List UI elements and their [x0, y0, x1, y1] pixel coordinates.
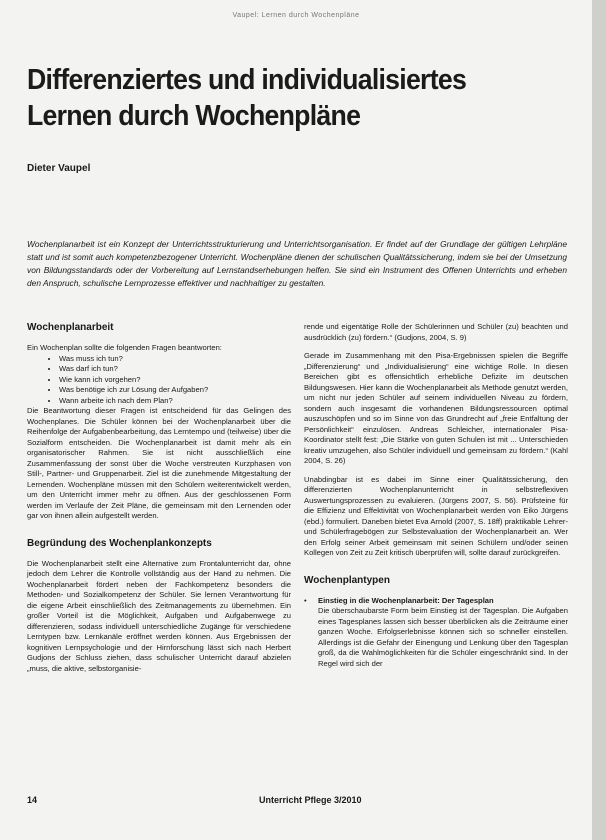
- page-edge: [592, 0, 606, 840]
- article-title: [27, 62, 524, 134]
- paragraph: rende und eigentätige Rolle der Schülerinnen und Schüler (zu) beachten und ausdrücklich (zu) fördern.“ (Gudjons, 2004, S. 9): [304, 322, 568, 342]
- paragraph: Gerade im Zusammenhang mit den Pisa-Ergebnissen spielen die Begriffe „Differenzierung“ und „Individualisierung“ eine wichtige Rolle. In diesen Bereichen gibt es offensichtlich erhebliche Defizite im deutschen Bildungswesen. Hier kann die Wochenplanarbeit als Methode genutzt werden, um nicht nur jeden Schüler auf seinem individuellen Niveau zu fördern, sondern auch insgesamt die vorhandenen Bildungsressourcen optimal auszuschöpfen und so im Sinne von das Grundrecht auf „freie Entfaltung der Persönlichkeit“ einzulösen. Andreas Schleicher, internationaler Pisa-Koordinator stellt fest: „Die Stärke von guten Schulen ist mit ... Unterschieden kreativ umzugehen, also Schüler individuell und gemeinsam zu fördern.“ (Kahl 2004, S. 26): [304, 351, 568, 465]
- title-line-1: Differenziertes und individualisiertes: [27, 64, 467, 96]
- section-heading-wochenplantypen: Wochenplantypen: [304, 574, 390, 586]
- intro-text: Ein Wochenplan sollte die folgenden Fragen beantworten:: [27, 343, 222, 352]
- paragraph: Die Wochenplanarbeit stellt eine Alternative zum Frontalunterricht dar, ohne jedoch dem Lehrer die Kontrolle vollständig aus der Hand zu nehmen. Die Wochenplanarbeit fördert neben der Fachkompetenz besonders die Methoden- und Sozialkompetenz der Schüler. Sie lernen Verantwortung für die eigene Arbeit einschließlich des Zeitmanagements zu übernehmen. Ein großer Vorteil ist die Möglichkeit, Aufgaben und Aufgabenwege zu differenzieren, sodass individuell unterschiedliche Zugänge für verschiedene Lerntypen bzw. Lernkanäle eröffnet werden können. Aus Ergebnissen der kognitiven Lernpsychologie und der Hirnforschung lässt sich nach Herbert Gudjons der Schluss ziehen, dass schulischer Unterricht darauf abzielen „muss, die aktive, selbstorganisie-: [27, 558, 291, 673]
- list-item: • Wann arbeite ich nach dem Plan?: [59, 396, 291, 407]
- item-label: Einstieg in die Wochenplanarbeit: Der Tagesplan: [318, 595, 494, 605]
- paragraph: Unabdingbar ist es dabei im Sinne einer Qualitätssicherung, den differenzierten Wochenplanunterricht in selbstreflexiven Auswertungsprozessen zu evaluieren. (Jürgens 2007, S. 56). Prüfsteine für die Effizienz und Effektivität von Wochenplanarbeit werden von Eiko Jürgens (ebd.) formuliert. Daneben bietet Eva Arnold (2007, S. 18ff) praktikable Lehrer- und Schülerfragebögen zur Selbstevaluation der Wochenplanarbeit an. Wer den Erfolg seiner Arbeit gemeinsam mit seinen Schülern und/oder seinen Kollegen von Zeit zu Zeit kritisch überprüfen will, sollte darauf zurückgreifen.: [304, 474, 568, 557]
- question-list: [27, 354, 291, 407]
- running-header: Vaupel: Lernen durch Wochenpläne: [232, 12, 360, 19]
- bullet-icon: •: [304, 595, 307, 605]
- right-column: [304, 322, 568, 669]
- item-text: Die überschaubarste Form beim Einstieg ist der Tagesplan. Die Aufgaben eines Tagesplanes lassen sich besser überblicken als die Zeiträume einer ganzen Woche. Erfolgserlebnisse können sich so schneller einstellen. Allerdings ist die Gefahr der Einengung und Lenkung über den Tagesplan groß, da die Wahlmöglichkeiten für die Schüler eingeschränkt sind. In der Regel wird sich der: [318, 606, 568, 668]
- left-column: [27, 322, 291, 682]
- list-item: • Wie kann ich vorgehen?: [59, 375, 291, 386]
- section-heading-wochenplanarbeit: Wochenplanarbeit: [27, 322, 114, 333]
- list-item: • Was darf ich tun?: [59, 364, 291, 375]
- title-line-2: Lernen durch Wochenpläne: [27, 100, 361, 132]
- page-number: 14: [27, 795, 38, 805]
- list-item: [304, 596, 568, 670]
- paragraph: Die Beantwortung dieser Fragen ist entscheidend für das Gelingen des Wochenplanes. Die Schüler können bei der Wochenplanarbeit über die Reihenfolge der Aufgabenbearbeitung, das Lerntempo und (teilweise) über die Sozialform entscheiden. Die Wochenplanarbeit ist damit mehr als ein organisatorischer Rahmen. Sie ist nicht ausschließlich eine Zusammenfassung der sonst über die Woche verstreuten Kurzphasen von Still-, Partner- und Gruppenarbeit. Ziel ist die zunehmende Mitgestaltung der Lernenden. Wochenpläne müssen mit den Schülern weiterentwickelt werden, um den Unterricht immer mehr zu öffnen. Aus der geschlossenen Form werden im Verlaufe der Zeit Pläne, die gemeinsam mit den Lernenden oder gar von ihnen allein aufgestellt werden.: [27, 406, 291, 521]
- page-footer: [27, 795, 567, 809]
- list-item: • Was muss ich tun?: [59, 354, 291, 365]
- list-item: • Was benötige ich zur Lösung der Aufgaben?: [59, 385, 291, 396]
- journal-name: Unterricht Pflege 3/2010: [259, 795, 362, 805]
- section-heading-begruendung: Begründung des Wochenplankonzepts: [27, 537, 212, 549]
- author-name: Dieter Vaupel: [27, 163, 91, 174]
- abstract: Wochenplanarbeit ist ein Konzept der Unterrichtsstrukturierung und Unterrichtsorganisation. Er findet auf der Grundlage der gültigen Lehrpläne statt und ist somit auch kompetenzbezogener Unterricht. Wochenpläne dienen der schulischen Qualitätssicherung, indem sie bei der Umsetzung von Bildungsstandards oder der Vorbereitung auf Lernstandserhebungen helfen. Sie sind ein Instrument des Offenen Unterrichts und erheben den Anspruch, schulische Lernprozesse effektiver und nachhaltiger zu gestalten.: [27, 239, 567, 288]
